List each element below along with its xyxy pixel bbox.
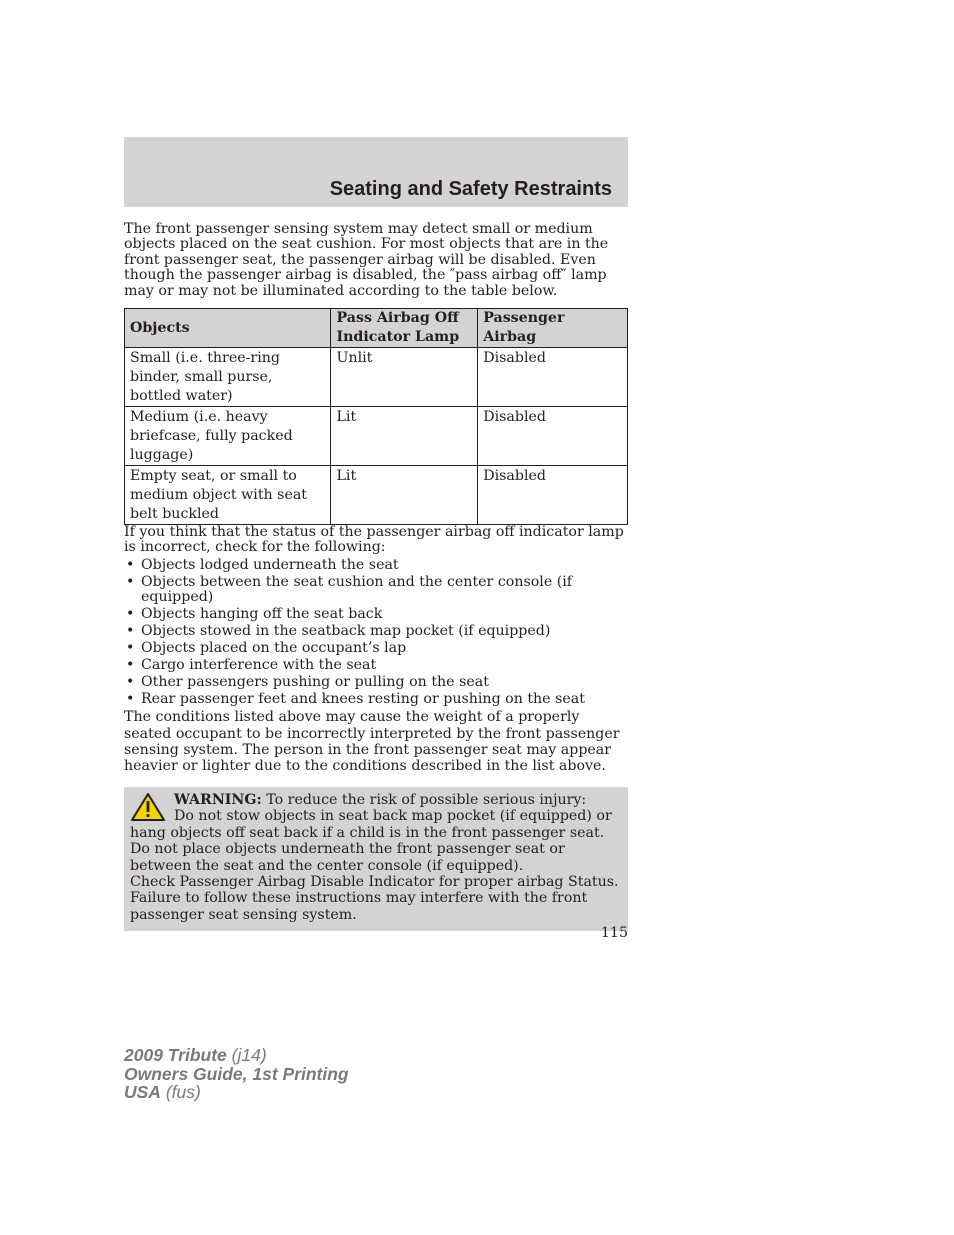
footer-line [124,1046,349,1065]
table-cell: Disabled [478,348,628,407]
list-item [124,641,628,656]
list-item [124,607,628,622]
list-item-text: Objects lodged underneath the seat [141,556,399,573]
table-header-cell: Pass Airbag Off Indicator Lamp [331,309,478,348]
list-item-text: Objects stowed in the seatback map pocket (if equipped) [141,623,551,640]
table-cell: Small (i.e. three-ring binder, small purse, bottled water) [125,348,331,407]
warning-label: WARNING: [174,791,262,808]
section-header-band [124,137,628,207]
bullet-icon: • [126,573,135,590]
bullet-icon: • [126,606,135,623]
list-item [124,692,628,707]
table-cell: Disabled [478,466,628,525]
footer-line [124,1083,349,1102]
footer-market: USA [124,1082,161,1102]
table-header-cell: Objects [125,309,331,348]
check-list [124,558,628,708]
table-header-row [125,309,628,348]
footer-guide: Owners Guide, 1st Printing [124,1063,349,1084]
sensing-table [124,308,628,525]
table-row [125,407,628,466]
table-cell: Lit [331,466,478,525]
table-header-cell: Passenger Airbag [478,309,628,348]
footer-line [124,1065,349,1084]
warning-triangle-icon [130,792,166,822]
table-cell: Unlit [331,348,478,407]
list-item [124,675,628,690]
warning-line-text: Do not place objects underneath the front passenger seat or between the seat and the center console (if equipped). [130,841,565,874]
warning-line [130,874,622,923]
table-cell: Disabled [478,407,628,466]
footer-market-code: (fus) [160,1082,201,1102]
check-intro: If you think that the status of the passenger airbag off indicator lamp is incorrect, check for the following: [124,524,624,556]
footer-imprint [124,1046,349,1102]
warning-line-text: Check Passenger Airbag Disable Indicator for proper airbag Status. Failure to follow these instructions may interfere with the front passenger seat sensing system. [130,873,619,923]
table-cell: Lit [331,407,478,466]
list-item-text: Rear passenger feet and knees resting or pushing on the seat [141,691,585,708]
bullet-icon: • [126,691,135,708]
page-number: 115 [600,925,628,941]
intro-paragraph: The front passenger sensing system may detect small or medium objects placed on the seat cushion. For most objects that are in the front passenger seat, the passenger airbag will be disabled. Even though the passenger airbag is disabled, the ″pass airbag off″ lamp may or may not be illuminated according to the table below. [124,221,609,299]
bullet-icon: • [126,556,135,573]
table-cell: Empty seat, or small to medium object with seat belt buckled [125,466,331,525]
list-item-text: Cargo interference with the seat [141,657,377,674]
list-item [124,558,628,573]
warning-lead [130,792,622,808]
page-content [124,222,628,931]
table-row [125,466,628,525]
list-item [124,575,628,606]
footer-model: 2009 Tribute [124,1045,227,1065]
list-item-text: Other passengers pushing or pulling on the seat [141,674,489,691]
list-item [124,624,628,639]
list-item [124,658,628,673]
bullet-icon: • [126,640,135,657]
warning-line-text: Do not stow objects in seat back map pocket (if equipped) or hang objects off seat back if a child is in the front passenger seat. [130,808,612,841]
warning-line [130,841,622,874]
bullet-icon: • [126,657,135,674]
bullet-icon: • [126,623,135,640]
section-title: Seating and Safety Restraints [329,178,612,200]
warning-line [130,808,622,841]
list-item-text: Objects hanging off the seat back [141,606,383,623]
list-item-text: Objects placed on the occupant’s lap [141,640,407,657]
table-cell: Medium (i.e. heavy briefcase, fully packed luggage) [125,407,331,466]
footer-model-code: (j14) [226,1045,267,1065]
table-row [125,348,628,407]
warning-lead-text: To reduce the risk of possible serious injury: [261,791,587,808]
conditions-paragraph: The conditions listed above may cause the weight of a properly seated occupant to be incorrectly interpreted by the front passenger sensing system. The person in the front passenger seat may appear heavier or lighter due to the conditions described in the list above. [124,709,620,775]
list-item-text: Objects between the seat cushion and the center console (if equipped) [141,573,573,606]
bullet-icon: • [126,674,135,691]
warning-box [124,787,628,931]
